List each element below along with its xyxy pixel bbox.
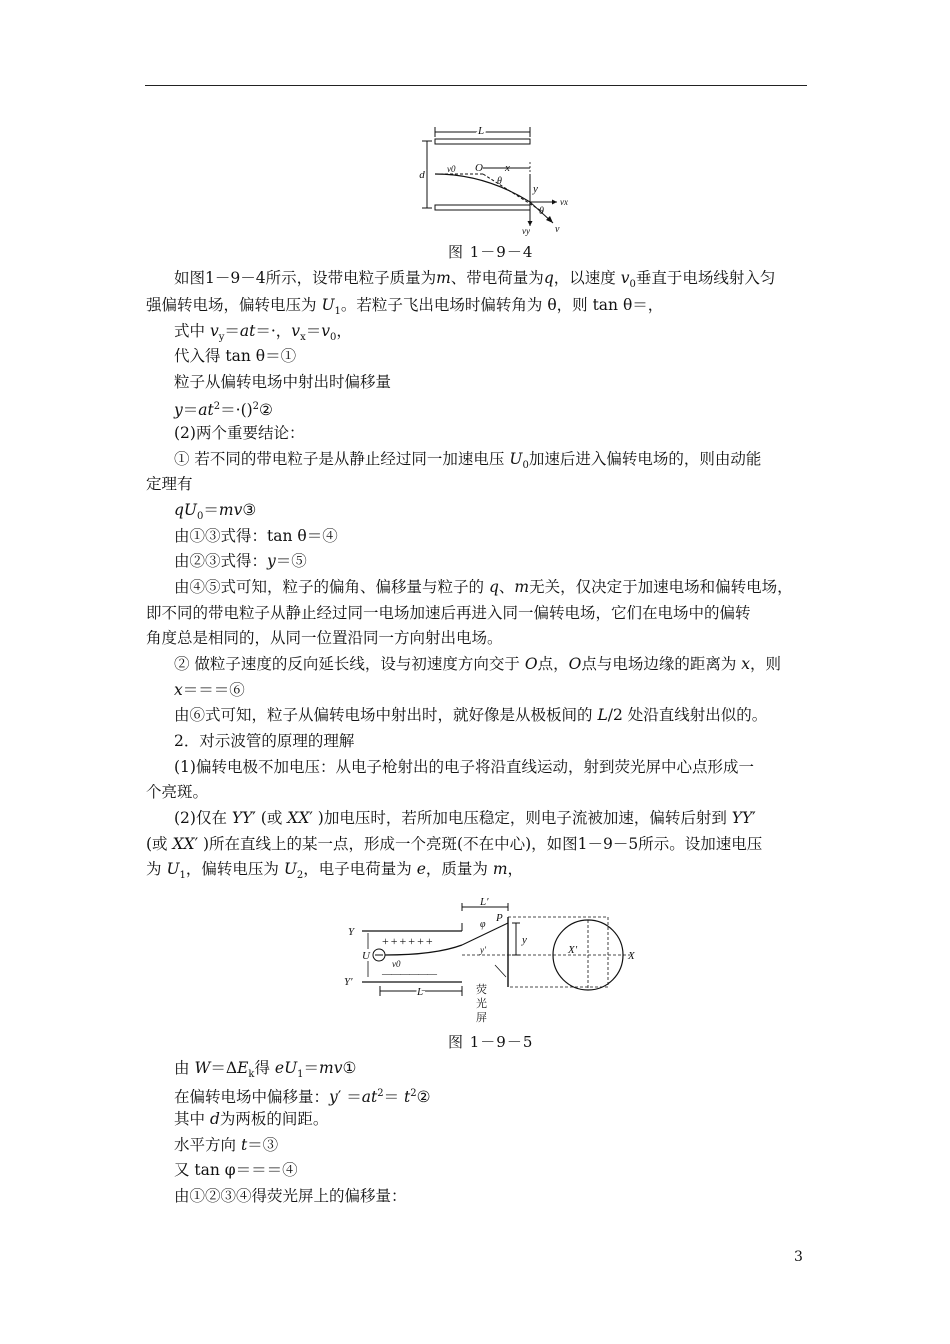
fig2-label-screen2: 光 bbox=[476, 998, 487, 1010]
fig2-label-minus: —————— bbox=[382, 969, 436, 980]
text-line: $qU_0=mv③$ bbox=[174, 501, 257, 523]
figure-1-9-4-caption: 图 1－9－4 bbox=[448, 243, 534, 261]
fig1-label-y: y bbox=[533, 183, 538, 195]
text-line: 角度总是相同的，从同一位置沿同一方向射出电场。 bbox=[146, 629, 503, 647]
text-line: (2)两个重要结论： bbox=[174, 424, 305, 442]
fig1-label-d: d bbox=[419, 169, 425, 181]
text-line: $y=at^2=\cdot()^2②$ bbox=[174, 401, 273, 420]
text-line: 粒子从偏转电场中射出时偏移量 bbox=[174, 373, 392, 391]
text-line: 由①③式得：tan θ＝④ bbox=[174, 527, 338, 545]
fig2-label-Xp: X′ bbox=[568, 944, 578, 956]
text-line: 强偏转电场，偏转电压为 $U_1$。若粒子飞出电场时偏转角为 θ，则 tan θ＝， bbox=[146, 296, 664, 318]
fig2-label-screen3: 屏 bbox=[476, 1012, 487, 1024]
fig2-label-ysm: y′ bbox=[480, 945, 486, 955]
text-line: 由④⑤式可知，粒子的偏角、偏移量与粒子的 q、m无关，仅决定于加速电场和偏转电场， bbox=[174, 578, 793, 596]
fig1-label-theta1: θ bbox=[497, 176, 502, 187]
text-line: 由②③式得：y＝⑤ bbox=[174, 552, 307, 570]
page-number: 3 bbox=[794, 1249, 803, 1265]
fig2-label-y: y bbox=[522, 934, 527, 946]
text-line: ① 若不同的带电粒子是从静止经过同一加速电压 $U_0$加速后进入偏转电场的，则由动能 bbox=[174, 450, 762, 472]
fig2-label-Y: Y bbox=[348, 926, 355, 938]
fig2-label-v0: v0 bbox=[392, 959, 401, 969]
text-line: ② 做粒子速度的反向延长线，设与初速度方向交于 O点，O点与电场边缘的距离为 x，则 bbox=[174, 655, 782, 673]
fig2-label-plus: ++++++ bbox=[382, 934, 435, 948]
fig1-label-theta2: θ bbox=[539, 206, 544, 217]
fig2-label-Yp: Y′ bbox=[344, 976, 353, 988]
fig1-label-O: O bbox=[475, 162, 483, 174]
fig2-label-X: X bbox=[628, 950, 635, 962]
fig2-label-L: L bbox=[416, 986, 424, 998]
text-line: 由①②③④得荧光屏上的偏移量： bbox=[174, 1187, 407, 1205]
fig1-label-v: v bbox=[555, 224, 560, 235]
text-line: 式中 $v_y=at=\cdot$，$v_x=v_0$， bbox=[174, 322, 352, 344]
text-line: 水平方向 t＝③ bbox=[174, 1136, 279, 1154]
text-line: 在偏转电场中偏移量：$y' =at^2=$ $t^2②$ bbox=[174, 1088, 431, 1107]
text-line: 为 $U_1$，偏转电压为 $U_2$，电子电荷量为 e，质量为 m， bbox=[146, 860, 524, 882]
fig2-label-phi: φ bbox=[480, 919, 486, 930]
text-line: (或 XX′ )所在直线上的某一点，形成一个亮斑(不在中心)，如图1－9－5所示。设加速电压 bbox=[146, 835, 763, 853]
text-line: 即不同的带电粒子从静止经过同一电场加速后再进入同一偏转电场，它们在电场中的偏转 bbox=[146, 604, 751, 622]
text-line: 个亮斑。 bbox=[146, 783, 209, 801]
text-line: 由⑥式可知，粒子从偏转电场中射出时，就好像是从极板间的 L/2 处沿直线射出似的。 bbox=[174, 706, 768, 724]
text-line: 由 $W=\Delta E_k$得 $eU_1=mv①$ bbox=[174, 1059, 357, 1081]
fig1-label-vx: vx bbox=[560, 197, 568, 207]
figure-1-9-5 bbox=[340, 893, 640, 1025]
text-line: 如图1－9－4所示，设带电粒子质量为m、带电荷量为q，以速度 $v_0$垂直于电场线射入匀 bbox=[174, 269, 776, 291]
fig2-label-screen1: 荧 bbox=[476, 984, 487, 996]
text-line: 又 tan φ＝＝＝④ bbox=[174, 1161, 298, 1179]
figure-1-9-5-caption: 图 1－9－5 bbox=[448, 1033, 534, 1051]
text-line: 定理有 bbox=[146, 475, 193, 493]
fig2-label-Lp: L′ bbox=[480, 896, 489, 908]
fig1-label-x: x bbox=[505, 162, 510, 174]
fig2-label-P: P bbox=[496, 912, 503, 924]
fig1-label-L: L bbox=[477, 125, 485, 137]
fig1-label-v0: v0 bbox=[447, 164, 456, 174]
fig1-label-vy: vy bbox=[522, 226, 530, 236]
header-rule bbox=[145, 85, 807, 86]
fig2-label-U: U bbox=[362, 950, 370, 962]
text-line: (2)仅在 YY′ (或 XX′ )加电压时，若所加电压稳定，则电子流被加速，偏转后射到 YY′ bbox=[174, 809, 756, 827]
text-line: 其中 d为两板的间距。 bbox=[174, 1110, 329, 1128]
text-line: (1)偏转电极不加电压：从电子枪射出的电子将沿直线运动，射到荧光屏中心点形成一 bbox=[174, 758, 754, 776]
text-line: x＝＝＝⑥ bbox=[174, 681, 245, 699]
text-line: 2．对示波管的原理的理解 bbox=[174, 732, 355, 750]
figure-1-9-4 bbox=[405, 122, 585, 236]
text-line: 代入得 tan θ＝① bbox=[174, 347, 297, 365]
